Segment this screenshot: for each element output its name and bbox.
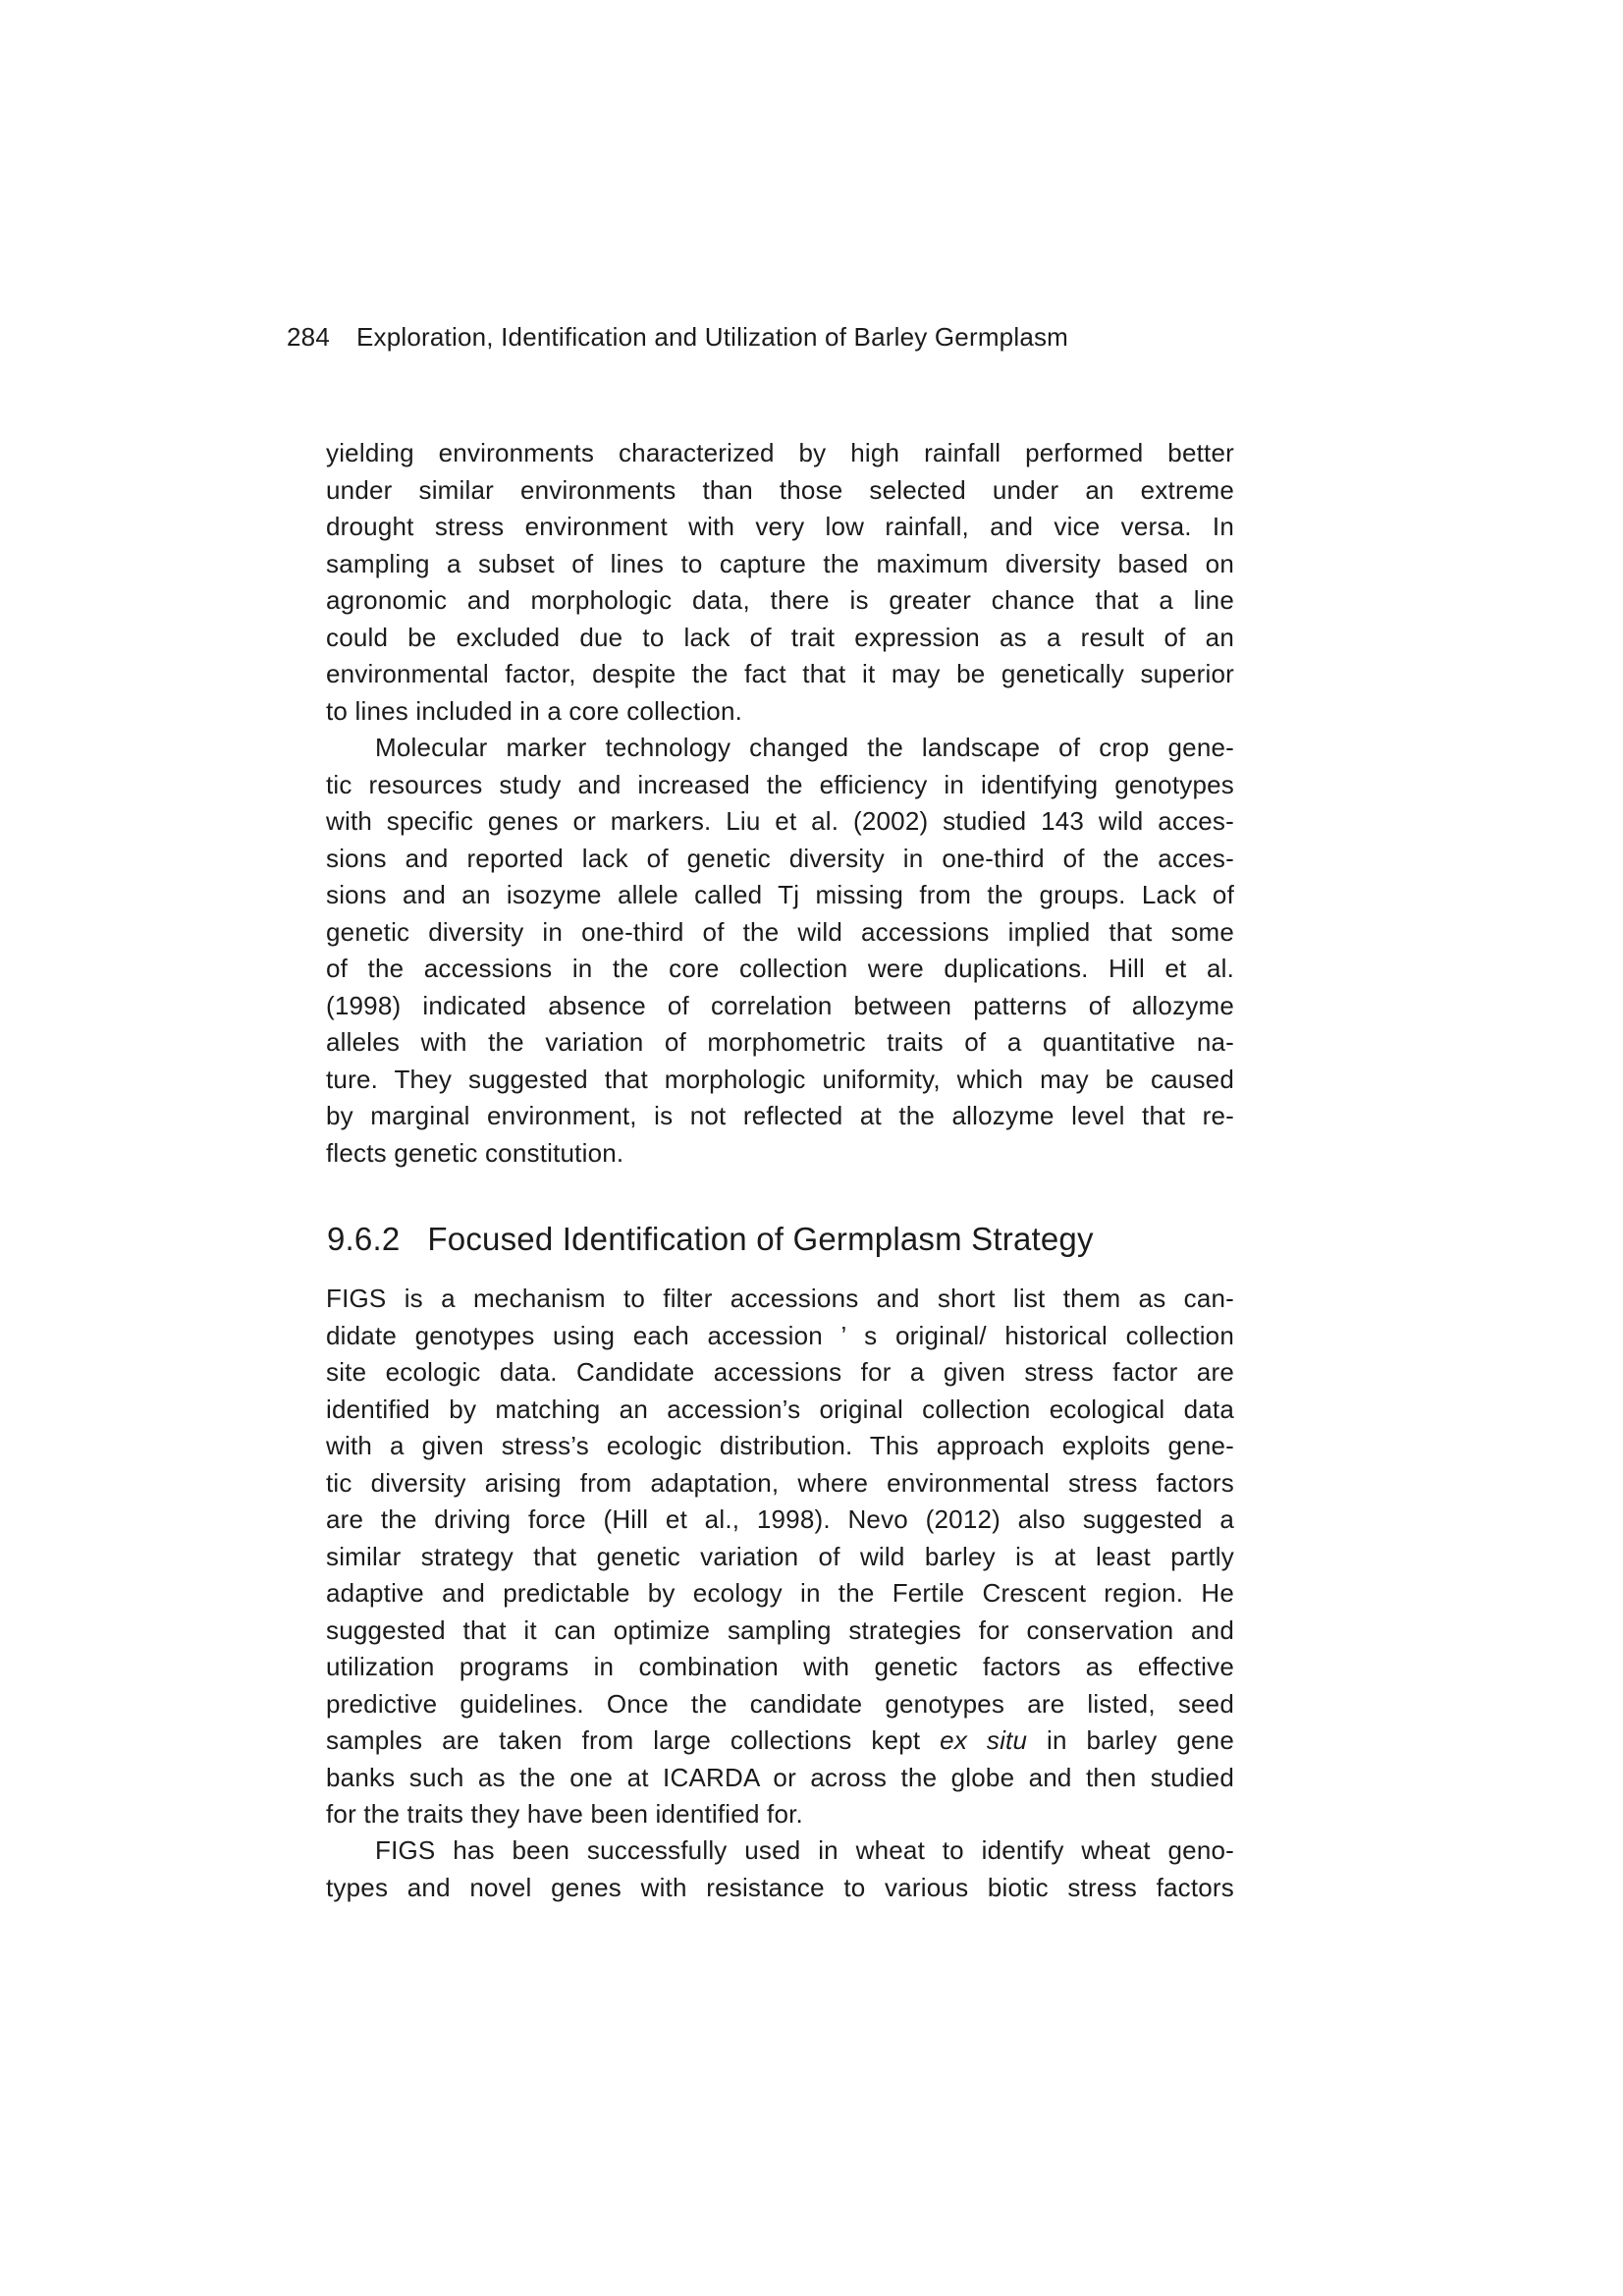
- text-line: genetic diversity in one-third of the wild accessions implied that some: [326, 916, 1234, 947]
- text-line: samples are taken from large collections kept ex situ in barley gene: [326, 1725, 1235, 1755]
- paragraph-2: [326, 730, 1234, 1172]
- text-line: for the traits they have been identified for.: [326, 1799, 803, 1829]
- paragraph-3: [326, 1281, 1234, 1833]
- text-line: tic resources study and increased the efficiency in identifying genotypes: [326, 769, 1234, 799]
- text-line: under similar environments than those selected under an extreme: [326, 474, 1234, 505]
- text-line: identified by matching an accession’s original collection ecological data: [326, 1394, 1234, 1424]
- text-line: sampling a subset of lines to capture the maximum diversity based on: [326, 548, 1234, 578]
- text-line: with a given stress’s ecologic distribution. This approach exploits gene-: [326, 1431, 1234, 1460]
- text-line: yielding environments characterized by high rainfall performed better: [326, 438, 1234, 467]
- text-line: ture. They suggested that morphologic uniformity, which may be caused: [326, 1064, 1234, 1094]
- text-line: sions and an isozyme allele called Tj missing from the groups. Lack of: [326, 880, 1234, 909]
- text-line: to lines included in a core collection.: [326, 695, 743, 726]
- section-title: Focused Identification of Germplasm Strategy: [427, 1221, 1094, 1257]
- text-line: utilization programs in combination with genetic factors as effective: [326, 1652, 1234, 1681]
- text-line: tic diversity arising from adaptation, where environmental stress factors: [326, 1467, 1234, 1498]
- section-number: 9.6.2: [327, 1221, 401, 1257]
- paragraph-1: [326, 435, 1234, 730]
- text-line: FIGS has been successfully used in wheat to identify wheat geno-: [375, 1835, 1234, 1865]
- section-heading: [327, 1218, 1094, 1261]
- text-line: suggested that it can optimize sampling strategies for conservation and: [326, 1614, 1234, 1645]
- text-line: types and novel genes with resistance to various biotic stress factors: [326, 1872, 1234, 1902]
- text-line: Molecular marker technology changed the landscape of crop gene-: [375, 733, 1234, 762]
- text-line: FIGS is a mechanism to filter accessions and short list them as can-: [326, 1284, 1234, 1313]
- text-line: of the accessions in the core collection were duplications. Hill et al.: [326, 954, 1234, 983]
- text-line: by marginal environment, is not reflected at the allozyme level that re-: [326, 1101, 1234, 1130]
- text-line: could be excluded due to lack of trait expression as a result of an: [326, 622, 1234, 652]
- text-line: predictive guidelines. Once the candidate genotypes are listed, seed: [326, 1688, 1234, 1719]
- text-line: adaptive and predictable by ecology in the Fertile Crescent region. He: [326, 1578, 1234, 1608]
- text-line: drought stress environment with very low rainfall, and vice versa. In: [326, 512, 1234, 541]
- text-line: with specific genes or markers. Liu et al. (2002) studied 143 wild acces-: [326, 806, 1234, 836]
- text-line: are the driving force (Hill et al., 1998). Nevo (2012) also suggested a: [326, 1504, 1234, 1534]
- text-line: flects genetic constitution.: [326, 1137, 624, 1168]
- text-line: environmental factor, despite the fact that it may be genetically superior: [326, 659, 1234, 688]
- running-header: [287, 324, 1068, 350]
- text-line: didate genotypes using each accession ’ s original/ historical collection: [326, 1320, 1234, 1350]
- text-line: banks such as the one at ICARDA or across the globe and then studied: [326, 1762, 1234, 1792]
- paragraph-4: [326, 1832, 1234, 1906]
- text-line: similar strategy that genetic variation of wild barley is at least partly: [326, 1541, 1234, 1571]
- text-line: (1998) indicated absence of correlation between patterns of allozyme: [326, 990, 1234, 1020]
- text-line: agronomic and morphologic data, there is greater chance that a line: [326, 585, 1234, 615]
- text-line: sions and reported lack of genetic diversity in one-third of the acces-: [326, 843, 1234, 873]
- text-line: alleles with the variation of morphometric traits of a quantitative na-: [326, 1027, 1234, 1057]
- running-title: Exploration, Identification and Utilization of Barley Germplasm: [355, 322, 1069, 352]
- page-number: 284: [287, 322, 330, 352]
- text-line: site ecologic data. Candidate accessions for a given stress factor are: [326, 1357, 1234, 1387]
